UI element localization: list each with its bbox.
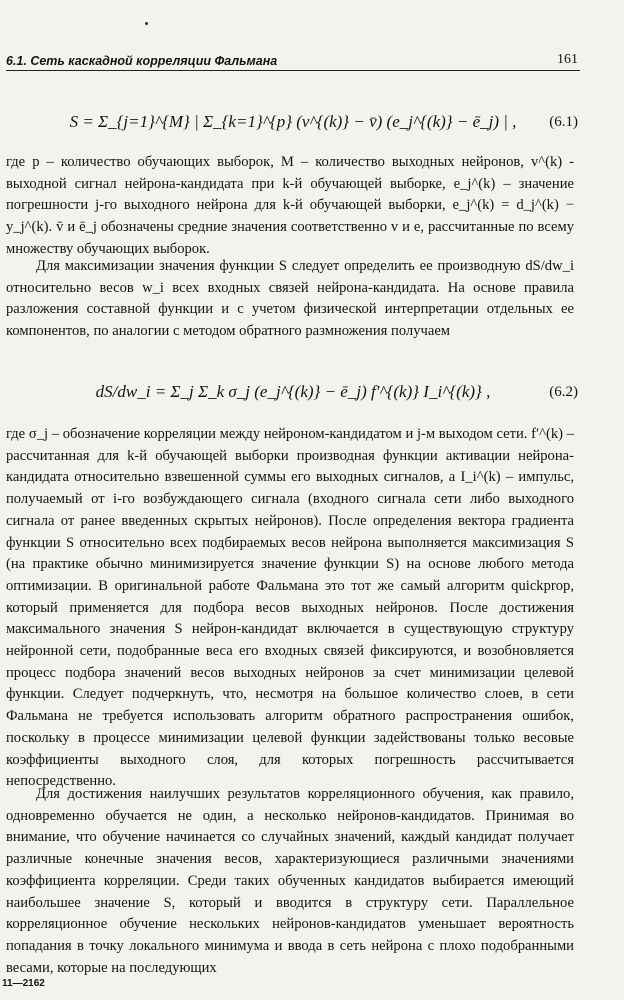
equation-6-1 bbox=[6, 100, 580, 144]
signature-mark: 11—2162 bbox=[2, 978, 45, 989]
paragraph-3: где σ_j – обозначение корреляции между нейроном-кандидатом и j-м выходом сети. f′^(k) – рассчитанная для k-й обучающей выборки производная функции активации нейрона-кандидата относительно взвешенной суммы его выходных сигналов, а I_i^(k) – импульс, получаемый от i-го возбуждающего сигнала (входного сигнала сети либо выходного сигнала от ранее введенных скрытых нейронов). После определения вектора градиента функции S относительно всех подбираемых весов нейрона выполняется максимизация S (на практике обычно минимизируется значение функции S) на основе любого метода оптимизации. В оригинальной работе Фальмана это тот же самый алгоритм quickprop, который применяется для подбора весов выходных нейронов. После достижения максимального значения S нейрон-кандидат включается в существующую структуру нейронной сети, подобранные веса его входных связей фиксируются, и возобновляется процесс подбора значений весов выходных нейронов за счет минимизации целевой функции. Следует подчеркнуть, что, несмотря на большое количество слоев, в сети Фальмана не требуется использовать алгоритм обратного распространения ошибок, поскольку в процессе минимизации целевой функции задействованы только весовые коэффициенты выходного слоя, для которых погрешность рассчитывается непосредственно. bbox=[6, 426, 574, 790]
page-number: 161 bbox=[557, 52, 578, 67]
equation-6-2 bbox=[6, 372, 580, 416]
chapter-title: 6.1. Сеть каскадной корреляции Фальмана bbox=[6, 54, 278, 68]
running-header bbox=[6, 50, 580, 71]
equation-6-2-number: (6.2) bbox=[549, 384, 578, 400]
equation-6-2-formula: dS/dw_i = Σ_j Σ_k σ_j (e_j^{(k)} − ē_j) f′^{(k)} I_i^{(k)} , bbox=[95, 382, 491, 401]
paragraph-1: где p – количество обучающих выборок, M – количество выходных нейронов, v^(k) - выходной сигнал нейрона-кандидата при k-й обучающей выборке, e_j^(k) – значение погрешности j-го выходного нейрона для k-й обучающей выборки, e_j^(k) = d_j^(k) − y_j^(k). v̄ и ē_j обозначены средние значения соответственно v и e, рассчитанные по всему множеству обучающих выборок. bbox=[6, 154, 574, 257]
stray-dot bbox=[145, 22, 148, 25]
equation-6-1-formula: S = Σ_{j=1}^{M} | Σ_{k=1}^{p} (v^{(k)} − v̄) (e_j^{(k)} − ē_j) | , bbox=[69, 112, 517, 131]
paragraph-2: Для максимизации значения функции S следует определить ее производную dS/dw_i относительно весов w_i всех входных связей нейрона-кандидата. На основе правила разложения составной функции и с учетом физической интерпретации отдельных ее компонентов, по аналогии с методом обратного размножения получаем bbox=[6, 258, 574, 340]
equation-6-1-number: (6.1) bbox=[549, 114, 578, 130]
paragraph-4: Для достижения наилучших результатов корреляционного обучения, как правило, одновременно обучается не один, а несколько нейронов-кандидатов. Принимая во внимание, что обучение начинается со случайных значений, каждый кандидат получает различные конечные значения весов, характеризующиеся различными значениями коэффициента корреляции. Среди таких обученных кандидатов выбирается имеющий наибольшее значение S, который и вводится в структуру сети. Параллельное корреляционное обучение нескольких нейронов-кандидатов уменьшает вероятность попадания в точку локального минимума и ввода в сеть нейрона с плохо подобранными весами, которые на последующих bbox=[6, 786, 574, 976]
